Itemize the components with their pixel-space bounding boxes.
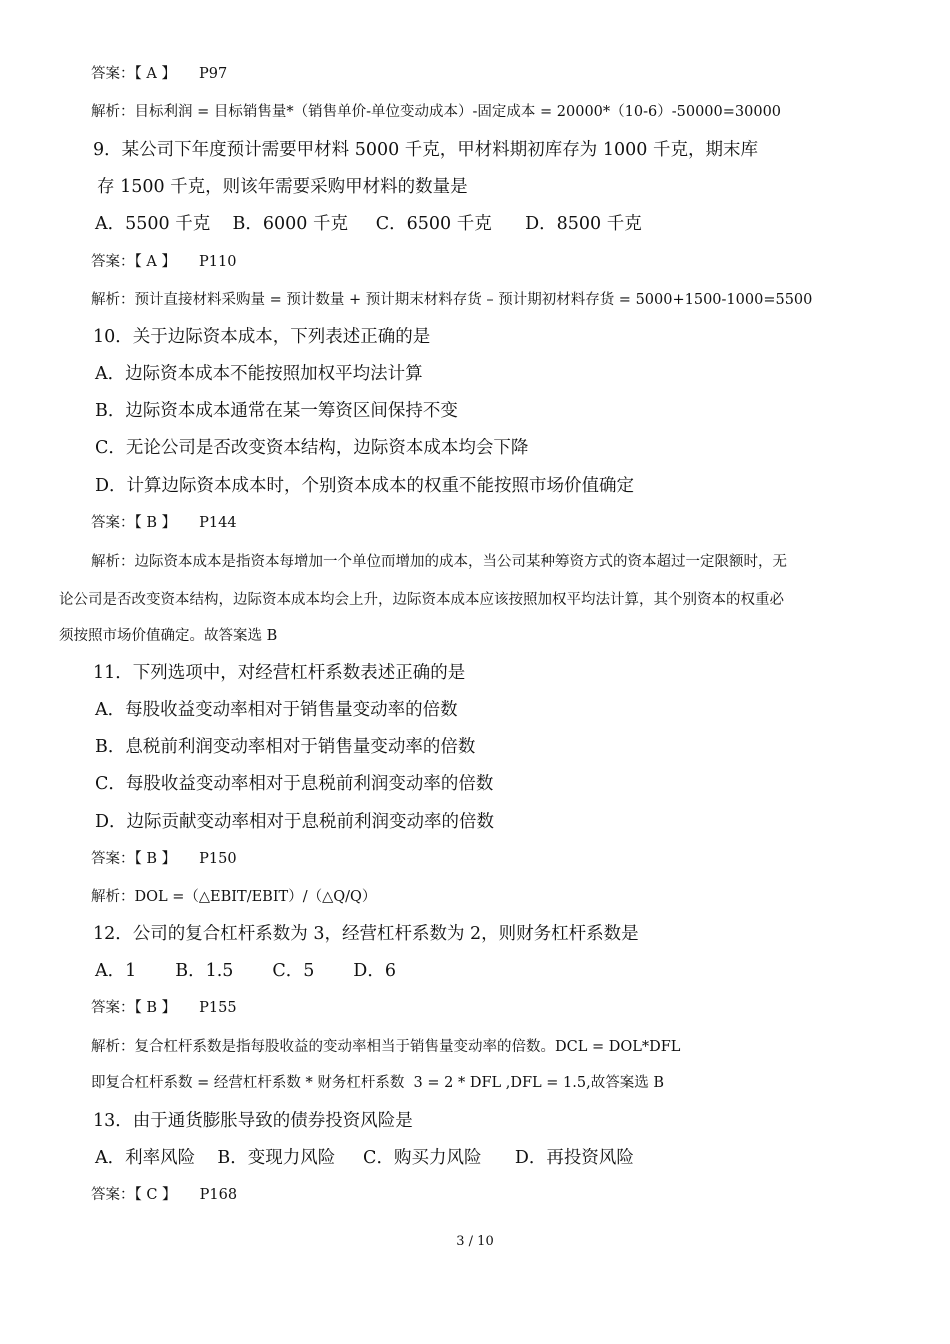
question-line: 11．下列选项中，对经营杠杆系数表述正确的是 [93, 663, 466, 683]
options-line: A．5500 千克 B．6000 千克 C．6500 千克 D．8500 千克 [95, 214, 642, 234]
option-line: B．边际资本成本通常在某一筹资区间保持不变 [95, 401, 458, 421]
question-line: 13．由于通货膨胀导致的债券投资风险是 [93, 1111, 413, 1131]
question-line: 存 1500 千克，则该年需要采购甲材料的数量是 [97, 177, 468, 197]
question-line: 12．公司的复合杠杆系数为 3，经营杠杆系数为 2，则财务杠杆系数是 [93, 924, 639, 944]
option-line: D．边际贡献变动率相对于息税前利润变动率的倍数 [95, 812, 495, 832]
answer-line: 答案：【 A 】 P110 [91, 254, 237, 270]
answer-line: 答案：【 B 】 P155 [91, 1000, 237, 1016]
options-line: A．1 B．1.5 C．5 D．6 [95, 961, 396, 981]
explanation-line: 解析：目标利润 = 目标销售量*（销售单价-单位变动成本）-固定成本 = 20000*（10-6）-50000=30000 [91, 104, 782, 120]
option-line: D．计算边际资本成本时，个别资本成本的权重不能按照市场价值确定 [95, 476, 635, 496]
page-number: 3 / 10 [456, 1234, 494, 1249]
option-line: B．息税前利润变动率相对于销售量变动率的倍数 [95, 737, 476, 757]
explanation-line: 须按照市场价值确定。故答案选 B [59, 628, 278, 644]
question-line: 10．关于边际资本成本，下列表述正确的是 [93, 327, 431, 347]
option-line: A．每股收益变动率相对于销售量变动率的倍数 [95, 700, 458, 720]
explanation-line: 解析：DOL =（△EBIT/EBIT）/（△Q/Q） [91, 889, 377, 905]
explanation-line: 论公司是否改变资本结构，边际资本成本均会上升，边际资本成本应该按照加权平均法计算，其个别资本的权重必 [59, 592, 784, 608]
explanation-line: 解析：预计直接材料采购量 = 预计数量 + 预计期末材料存货 – 预计期初材料存货 = 5000+1500-1000=5500 [91, 292, 813, 308]
explanation-line: 解析：边际资本成本是指资本每增加一个单位而增加的成本，当公司某种筹资方式的资本超过一定限额时，无 [91, 554, 787, 570]
answer-line: 答案：【 B 】 P150 [91, 851, 237, 867]
explanation-line: 解析：复合杠杆系数是指每股收益的变动率相当于销售量变动率的倍数。DCL = DOL*DFL [91, 1039, 681, 1055]
options-line: A．利率风险 B．变现力风险 C．购买力风险 D．再投资风险 [95, 1148, 634, 1168]
answer-line: 答案：【 B 】 P144 [91, 515, 237, 531]
explanation-line: 即复合杠杆系数 = 经营杠杆系数 * 财务杠杆系数 3 = 2 * DFL ,DFL = 1.5,故答案选 B [91, 1075, 664, 1091]
answer-line: 答案：【 C 】 P168 [91, 1187, 238, 1203]
answer-line: 答案：【 A 】 P97 [91, 66, 228, 82]
option-line: C．每股收益变动率相对于息税前利润变动率的倍数 [95, 774, 494, 794]
option-line: A．边际资本成本不能按照加权平均法计算 [95, 364, 423, 384]
question-line: 9．某公司下年度预计需要甲材料 5000 千克，甲材料期初库存为 1000 千克，期末库 [93, 140, 758, 160]
option-line: C．无论公司是否改变资本结构，边际资本成本均会下降 [95, 438, 529, 458]
